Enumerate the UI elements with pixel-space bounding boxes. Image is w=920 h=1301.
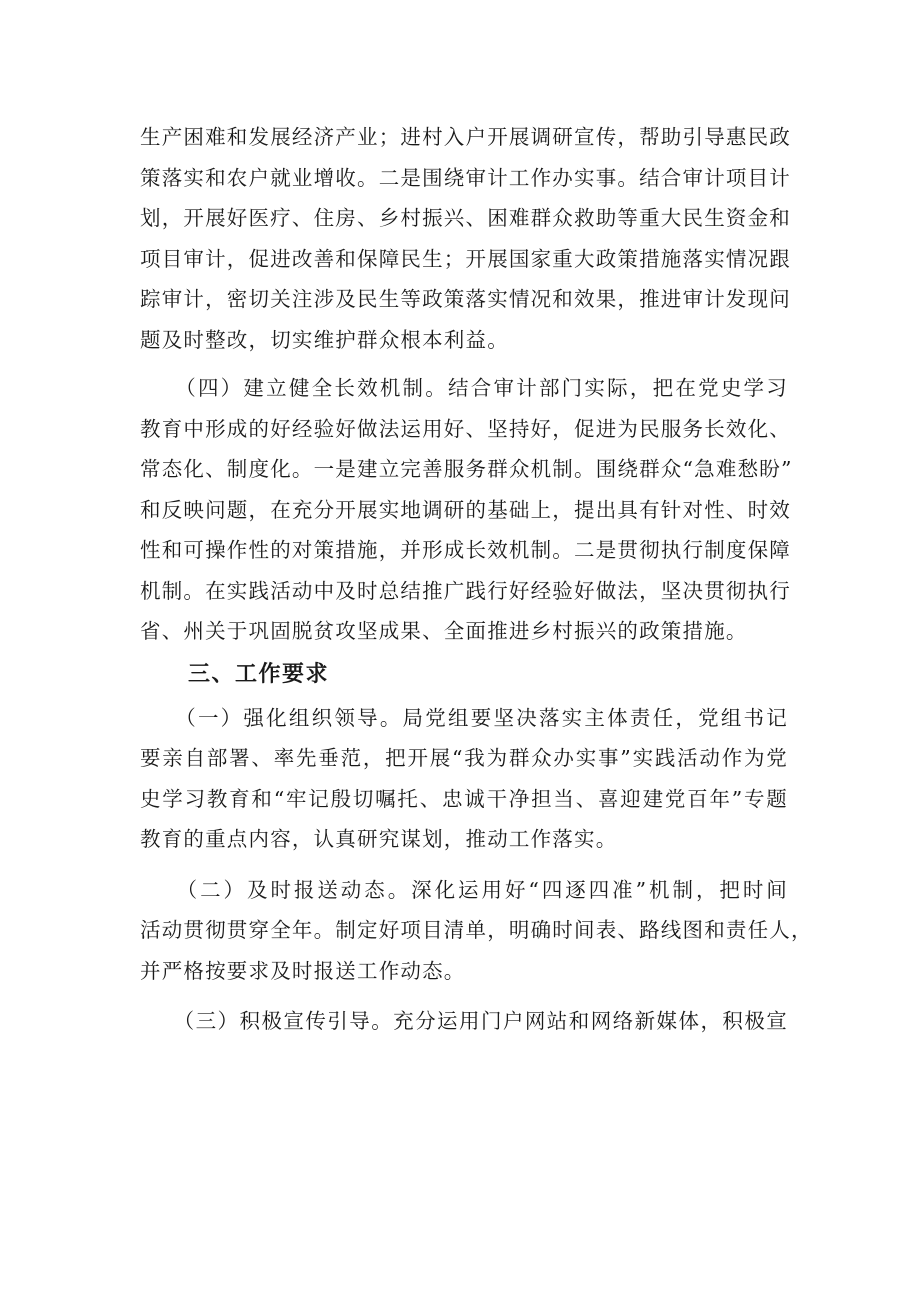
paragraph-p4 bbox=[140, 870, 813, 992]
text-line: 并严格按要求及时报送工作动态。 bbox=[140, 958, 466, 983]
paragraph-p2 bbox=[140, 368, 793, 652]
paragraph-p1 bbox=[140, 117, 791, 360]
text-line: 省、州关于巩固脱贫攻坚成果、全面推进乡村振兴的政策措施。 bbox=[140, 619, 748, 643]
text-line: 和反映问题，在充分开展实地调研的基础上，提出具有针对性、时效 bbox=[140, 497, 791, 522]
text-line: 活动贯彻贯穿全年。制定好项目清单，明确时间表、路线图和责任人， bbox=[140, 918, 813, 942]
text-line: 划，开展好医疗、住房、乡村振兴、困难群众救助等重大民生资金和 bbox=[140, 206, 791, 230]
text-line: （三）积极宣传引导。充分运用门户网站和网络新媒体，积极宣 bbox=[140, 1009, 788, 1033]
text-line: 常态化、制度化。一是建立完善服务群众机制。围绕群众“急难愁盼” bbox=[140, 457, 793, 481]
text-line: （四）建立健全长效机制。结合审计部门实际，把在党史学习 bbox=[140, 376, 788, 400]
text-line: 踪审计，密切关注涉及民生等政策落实情况和效果，推进审计发现问 bbox=[140, 287, 791, 311]
text-line: 性和可操作性的对策措施，并形成长效机制。二是贯彻执行制度保障 bbox=[140, 538, 791, 562]
text-line: 策落实和农户就业增收。二是围绕审计工作办实事。结合审计项目计 bbox=[140, 165, 791, 190]
text-line: 机制。在实践活动中及时总结推广践行好经验好做法，坚决贯彻执行 bbox=[140, 578, 791, 603]
document-page bbox=[140, 117, 813, 1042]
text-line: 要亲自部署、率先垂范，把开展“我为群众办实事”实践活动作为党 bbox=[140, 746, 788, 770]
text-line: 教育的重点内容，认真研究谋划，推动工作落实。 bbox=[140, 827, 618, 851]
text-line: 教育中形成的好经验好做法运用好、坚持好，促进为民服务长效化、 bbox=[140, 416, 791, 441]
paragraph-p3 bbox=[140, 698, 788, 860]
section-heading: 三、工作要求 bbox=[188, 661, 330, 687]
text-line: （二）及时报送动态。深化运用好“四逐四准”机制，把时间 bbox=[140, 877, 788, 902]
text-line: 生产困难和发展经济产业；进村入户开展调研宣传，帮助引导惠民政 bbox=[140, 125, 791, 149]
text-line: 题及时整改，切实维护群众根本利益。 bbox=[140, 327, 509, 352]
text-line: （一）强化组织领导。局党组要坚决落实主体责任，党组书记 bbox=[140, 705, 788, 730]
paragraph-p5 bbox=[140, 1001, 788, 1042]
text-line: 项目审计，促进改善和保障民生；开展国家重大政策措施落实情况跟 bbox=[140, 246, 791, 271]
text-line: 史学习教育和“牢记殷切嘱托、忠诚干净担当、喜迎建党百年”专题 bbox=[140, 786, 788, 811]
